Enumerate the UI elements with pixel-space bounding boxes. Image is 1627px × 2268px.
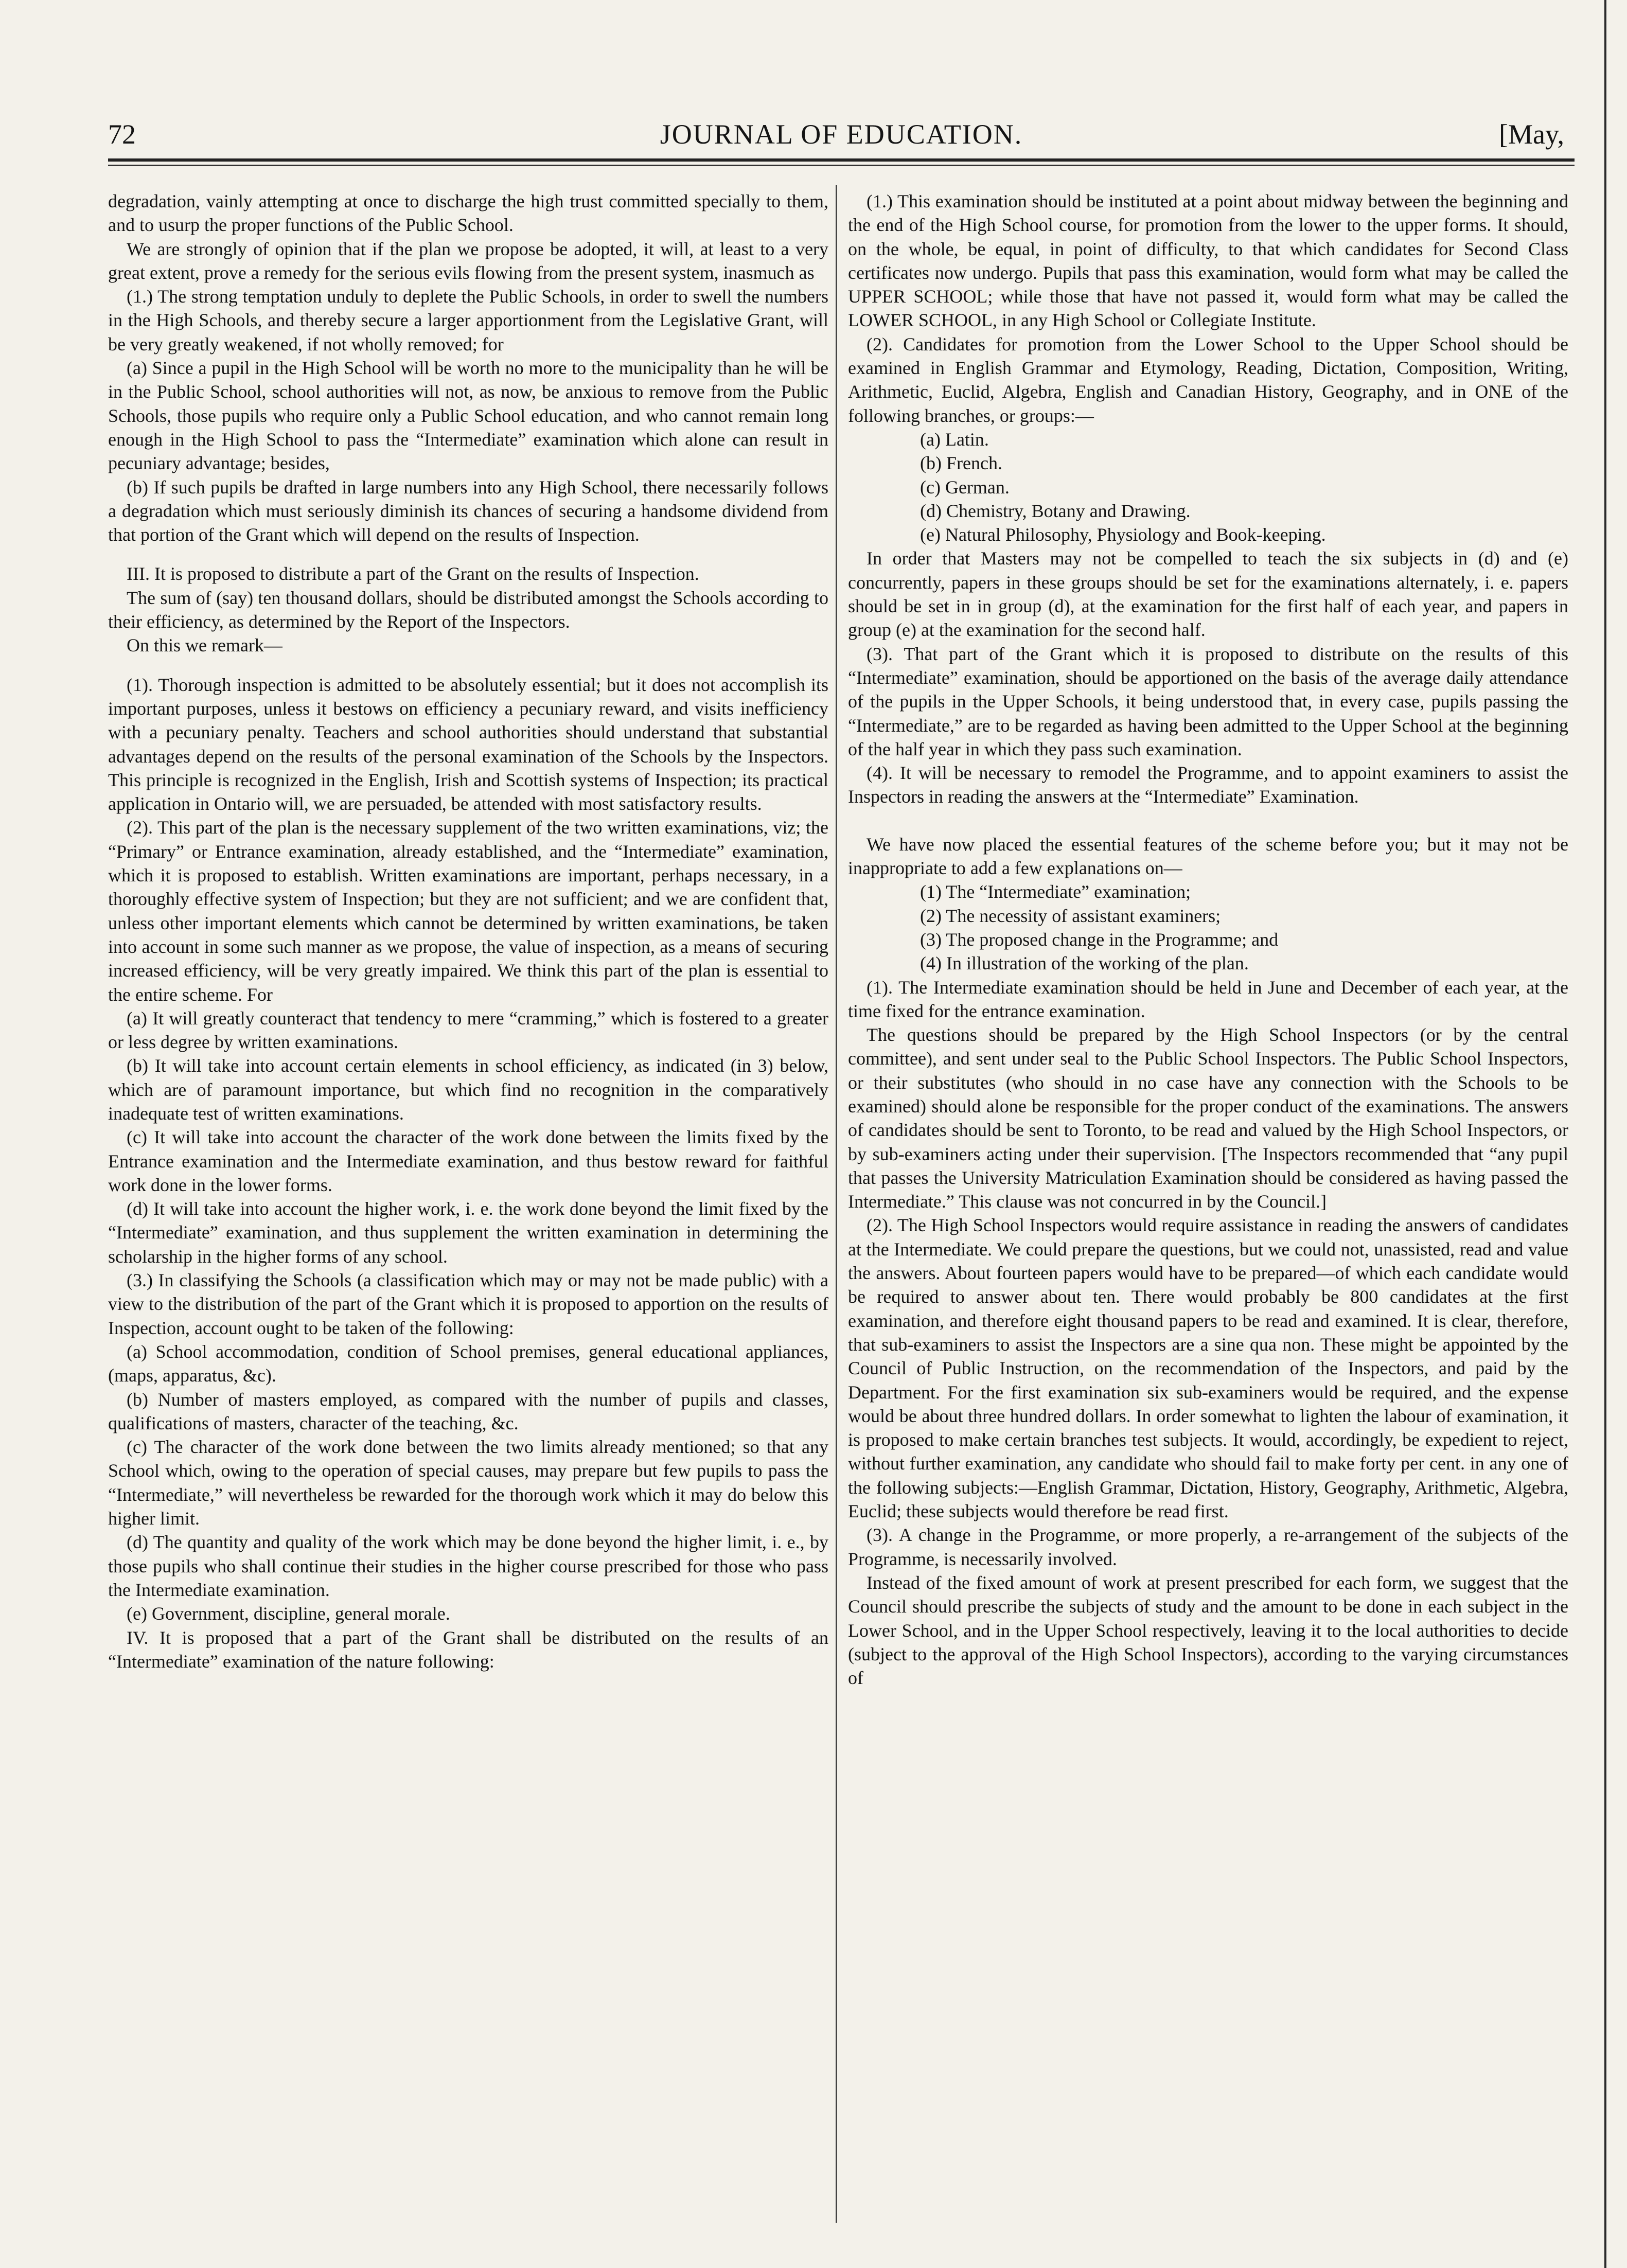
paragraph: The sum of (say) ten thousand dollars, should be distributed amongst the Schools according to their efficiency, as determined by the Report of the Inspectors.	[108, 587, 828, 632]
paragraph: degradation, vainly attempting at once to discharge the high trust committed specially to them, and to usurp the proper functions of the Public School.	[108, 191, 828, 236]
left-column	[108, 189, 828, 1673]
journal-title: JOURNAL OF EDUCATION.	[660, 119, 1023, 150]
paragraph: (b) If such pupils be drafted in large numbers into any High School, there necessarily follows a degradation which must seriously diminish its chances of securing a handsome dividend from that portion of the Grant which will depend on the results of Inspection.	[108, 476, 828, 545]
paragraph: (1). Thorough inspection is admitted to be absolutely essential; but it does not accomplish its important purposes, unless it bestows on efficiency a pecuniary reward, and visits inefficiency with a pecuniary penalty. Teachers and school authorities should understand that substantial advantages depend on the results of the personal examination of the Schools by the Inspectors. This principle is recognized in the English, Irish and Scottish systems of Inspection; its practical application in Ontario will, we are persuaded, be attended with most satisfactory results.	[108, 674, 828, 814]
list-item: (a) Latin.	[920, 429, 989, 450]
paragraph: (2). This part of the plan is the necessary supplement of the two written examinations, viz; the “Primary” or Entrance examination, already established, and the “Intermediate” examination, which it is proposed to establish. Written examinations are important, perhaps necessary, in a thoroughly effective system of Inspection; but they are not sufficient; and we are confident that, unless other important elements which cannot be determined by written examinations, be taken into account in some such manner as we propose, the value of inspection, as a means of securing increased efficiency, will be very greatly impaired. We think this part of the plan is essential to the entire scheme. For	[108, 817, 828, 1005]
header-rule-thin	[108, 165, 1575, 166]
paragraph: (3). That part of the Grant which it is proposed to distribute on the results of this “Intermediate” examination, should be apportioned on the basis of the average daily attendance of the pupils in the Upper Schools, it being understood that, in every case, pupils passing the “Intermediate,” are to be regarded as having been admitted to the Upper School at the beginning of the half year in which they pass such examination.	[848, 643, 1568, 759]
column-divider	[836, 185, 837, 2223]
month-label: [May,	[1499, 119, 1564, 150]
list-item: (1) The “Intermediate” examination;	[920, 881, 1191, 902]
list-item: (b) French.	[920, 453, 1002, 474]
paragraph: We have now placed the essential features of the scheme before you; but it may not be inappropriate to add a few explanations on—	[848, 834, 1568, 879]
section-heading-iii: III. It is proposed to distribute a part of the Grant on the results of Inspection.	[127, 563, 699, 584]
paragraph: Instead of the fixed amount of work at present prescribed for each form, we suggest that the Council should prescribe the subjects of study and the amount to be done in each subject in the Lower School, and in the Upper School respectively, leaving it to the local authorities to decide (subject to the approval of the High School Inspectors), according to the varying circumstances of	[848, 1572, 1568, 1689]
paragraph: (2). The High School Inspectors would require assistance in reading the answers of candidates at the Intermediate. We could prepare the questions, but we could not, unassisted, read and value the answers. About fourteen papers would have to be prepared—of which each candidate would be required to answer about ten. There would probably be 800 candidates at the first examination, and therefore eight thousand papers to be read and examined. It is clear, therefore, that sub-examiners to assist the Inspectors are a sine qua non. These might be appointed by the Council of Public Instruction, on the recommendation of the Inspectors, and paid by the Department. For the first examination six sub-examiners would be required, and the expense would be about three hundred dollars. In order somewhat to lighten the labour of examination, it is proposed to make certain branches test subjects. It would, accordingly, be expedient to reject, without further examination, any candidate who should fail to make forty per cent. in any one of the following subjects:—English Grammar, Dictation, History, Geography, Arithmetic, Algebra, Euclid; these subjects would therefore be read first.	[848, 1215, 1568, 1522]
paragraph: (b) It will take into account certain elements in school efficiency, as indicated (in 3) below, which are of paramount importance, but which find no recognition in the comparatively inadequate test of written examinations.	[108, 1055, 828, 1124]
list-item: (e) Natural Philosophy, Physiology and Book-keeping.	[920, 524, 1326, 545]
paragraph: (d) The quantity and quality of the work which may be done beyond the higher limit, i. e., by those pupils who shall continue their studies in the higher course prescribed for those who pass the Intermediate examination.	[108, 1532, 828, 1600]
paragraph: (a) School accommodation, condition of School premises, general educational appliances, (maps, apparatus, &c).	[108, 1341, 828, 1386]
list-item: (c) German.	[920, 476, 1010, 498]
paragraph: (b) Number of masters employed, as compared with the number of pupils and classes, qualifications of masters, character of the teaching, &c.	[108, 1389, 828, 1433]
page-edge	[1604, 0, 1606, 2268]
paragraph: (d) It will take into account the higher work, i. e. the work done beyond the limit fixed by the “Intermediate” examination, and thus supplement the written examination in determining the scholarship in the higher forms of any school.	[108, 1198, 828, 1267]
list-item: (d) Chemistry, Botany and Drawing.	[920, 500, 1191, 521]
list-item: (2) The necessity of assistant examiners;	[920, 905, 1221, 926]
paragraph: The questions should be prepared by the High School Inspectors (or by the central committee), and sent under seal to the Public School Inspectors. The Public School Inspectors, or their substitutes (who should in no case have any connection with the Schools to be examined) should alone be responsible for the proper conduct of the examinations. The answers of candidates should be sent to Toronto, to be read and valued by the High School Inspectors, or by sub-examiners acting under their supervision. [The Inspectors recommended that “any pupil that passes the University Matriculation Examination should be considered as having passed the Intermediate.” This clause was not concurred in by the Council.]	[848, 1024, 1568, 1212]
paragraph: (c) The character of the work done between the two limits already mentioned; so that any School which, owing to the operation of special causes, may prepare but few pupils to pass the “Intermediate,” will nevertheless be rewarded for the thorough work which it may do below this higher limit.	[108, 1437, 828, 1529]
paragraph: (3). A change in the Programme, or more properly, a re-arrangement of the subjects of the Programme, is necessarily involved.	[848, 1525, 1568, 1569]
paragraph: (1.) The strong temptation unduly to deplete the Public Schools, in order to swell the numbers in the High Schools, and thereby secure a larger apportionment from the Legislative Grant, will be very greatly weakened, if not wholly removed; for	[108, 286, 828, 355]
paragraph: We are strongly of opinion that if the plan we propose be adopted, it will, at least to a very great extent, prove a remedy for the serious evils flowing from the present system, inasmuch as	[108, 238, 828, 283]
paragraph: (e) Government, discipline, general morale.	[127, 1603, 450, 1624]
paragraph: (a) It will greatly counteract that tendency to mere “cramming,” which is fostered to a greater or less degree by written examinations.	[108, 1007, 828, 1053]
paragraph: In order that Masters may not be compelled to teach the six subjects in (d) and (e) concurrently, papers in these groups should be set for the examinations alternately, i. e. papers should be set in in group (d), at the examination for the first half of each year, and papers in group (e) at the examination for the second half.	[848, 548, 1568, 641]
right-column	[848, 189, 1568, 1690]
explanations-list	[848, 880, 1568, 975]
paragraph: (a) Since a pupil in the High School will be worth no more to the municipality than he will be in the Public School, school authorities will not, as now, be anxious to remove from the Public Schools, those pupils who require only a Public School education, and who cannot remain long enough in the High School to pass the “Intermediate” examination which alone can result in pecuniary advantage; besides,	[108, 358, 828, 474]
page-header	[108, 118, 1575, 175]
list-item: (4) In illustration of the working of the plan.	[920, 953, 1249, 974]
paragraph: (c) It will take into account the character of the work done between the limits fixed by the Entrance examination and the Intermediate examination, and thus bestow reward for faithful work done in the lower forms.	[108, 1127, 828, 1195]
page-number: 72	[108, 119, 136, 150]
paragraph: (4). It will be necessary to remodel the Programme, and to appoint examiners to assist the Inspectors in reading the answers at the “Intermediate” Examination.	[848, 763, 1568, 807]
list-item: (3) The proposed change in the Programme; and	[920, 929, 1279, 950]
header-rule	[108, 158, 1575, 162]
paragraph: (1). The Intermediate examination should be held in June and December of each year, at the time fixed for the entrance examination.	[848, 977, 1568, 1021]
paragraph: (1.) This examination should be instituted at a point about midway between the beginning and the end of the High School course, for promotion from the lower to the upper forms. It should, on the whole, be equal, in point of difficulty, to that which candidates for Second Class certificates now undergo. Pupils that pass this examination, would form what may be called the UPPER SCHOOL; while those that have not passed it, would form what may be called the LOWER SCHOOL, in any High School or Collegiate Institute.	[848, 191, 1568, 331]
paragraph: (3.) In classifying the Schools (a classification which may or may not be made public) with a view to the distribution of the part of the Grant which it is proposed to apportion on the results of Inspection, account ought to be taken of the following:	[108, 1270, 828, 1338]
groups-list	[848, 428, 1568, 546]
paragraph: (2). Candidates for promotion from the Lower School to the Upper School should be examined in English Grammar and Etymology, Reading, Dictation, Composition, Writing, Arithmetic, Euclid, Algebra, English and Canadian History, Geography, and in ONE of the following branches, or groups:—	[848, 333, 1568, 426]
section-heading-iv: IV. It is proposed that a part of the Grant shall be distributed on the results of an “Intermediate” examination of the nature following:	[108, 1627, 828, 1672]
paragraph: On this we remark—	[127, 635, 282, 656]
